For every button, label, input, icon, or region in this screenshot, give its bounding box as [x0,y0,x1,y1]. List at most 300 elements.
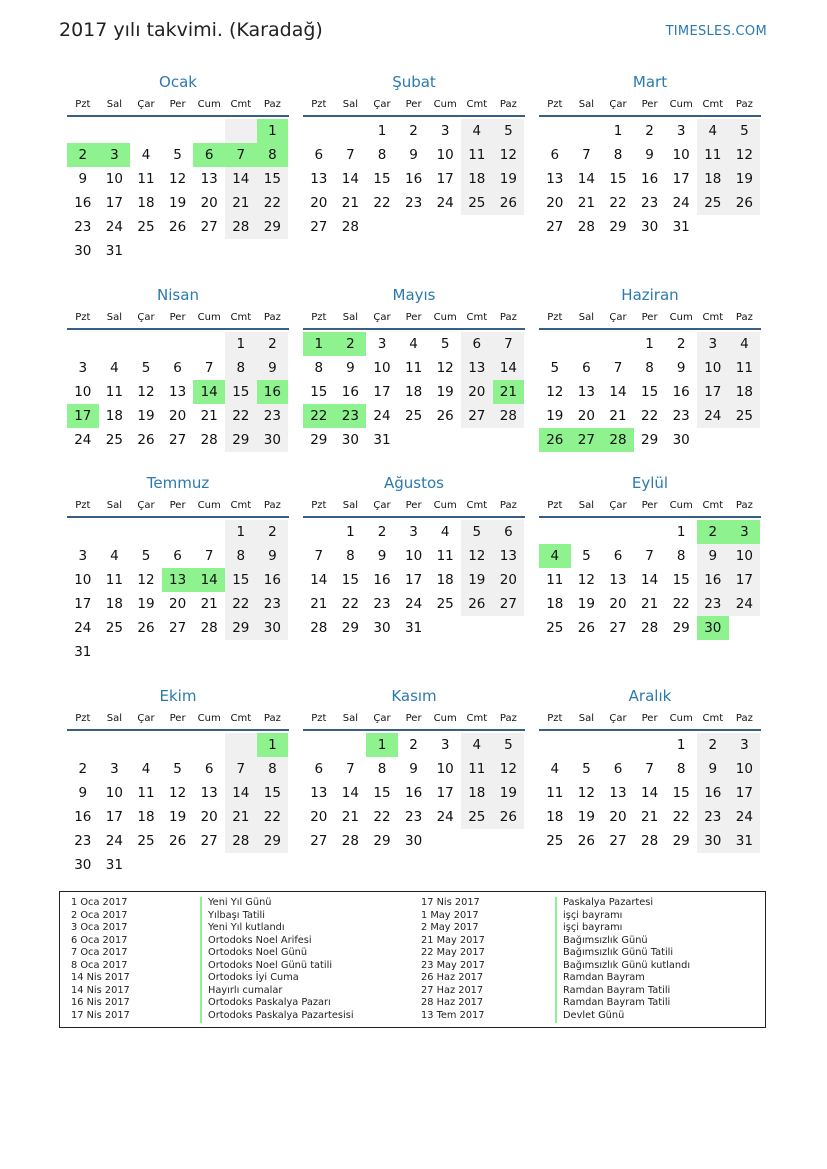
holiday-day-cell: 2 [67,143,99,167]
day-cell: 7 [225,757,257,781]
day-cell: 13 [546,171,564,187]
legend-date: 13 Tem 2017 [421,1009,485,1021]
weekday-header: Paz [263,500,281,511]
day-cell: 23 [405,809,423,825]
day-cell: 25 [436,596,454,612]
day-cell: 12 [169,171,187,187]
day-cell: 3 [440,737,450,753]
legend-name: Yeni Yıl kutlandı [208,922,285,933]
day-cell: 8 [257,757,289,781]
day-cell: 27 [493,592,525,616]
day-cell: 21 [225,805,257,829]
holiday-day-cell: 22 [303,404,335,428]
day-cell: 9 [257,356,289,380]
legend-date: 8 Oca 2017 [71,959,128,971]
day-cell: 26 [137,620,155,636]
day-cell: 31 [105,857,123,873]
day-cell: 22 [373,195,391,211]
day-cell: 14 [225,167,257,191]
day-cell: 17 [729,781,761,805]
weekday-header: Cmt [230,713,252,724]
day-cell: 14 [641,572,659,588]
day-cell: 20 [546,195,564,211]
day-cell: 31 [74,644,92,660]
day-cell: 29 [225,428,257,452]
day-cell: 5 [493,733,525,757]
legend-left-divider [200,897,202,1023]
day-cell: 15 [257,781,289,805]
day-cell: 24 [729,805,761,829]
day-cell: 18 [137,809,155,825]
day-cell: 24 [105,219,123,235]
day-cell: 30 [257,616,289,640]
day-cell: 13 [493,544,525,568]
legend-name: Ortodoks Paskalya Pazarı [208,997,331,1008]
month-name: Aralık [628,687,672,705]
day-cell: 19 [137,596,155,612]
day-cell: 16 [74,195,92,211]
weekday-header: Çar [609,99,627,110]
day-cell: 20 [577,408,595,424]
day-cell: 30 [697,829,729,853]
day-cell: 1 [613,123,623,139]
day-cell: 13 [609,785,627,801]
weekday-header: Çar [137,713,155,724]
day-cell: 18 [436,572,454,588]
day-cell: 24 [729,592,761,616]
day-cell: 21 [641,596,659,612]
weekday-header: Paz [499,312,517,323]
day-cell: 26 [577,620,595,636]
weekday-header: Per [641,312,658,323]
day-cell: 1 [225,332,257,356]
day-cell: 22 [257,191,289,215]
day-cell: 8 [377,147,387,163]
day-cell: 3 [78,548,88,564]
day-cell: 9 [697,757,729,781]
legend-name: Ramdan Bayram [563,972,645,983]
day-cell: 5 [493,119,525,143]
day-cell: 15 [641,384,659,400]
day-cell: 17 [74,596,92,612]
weekday-header: Per [169,500,186,511]
month-header-rule [67,729,289,731]
holiday-day-cell: 17 [67,404,99,428]
day-cell: 26 [493,191,525,215]
day-cell: 17 [105,195,123,211]
legend-date: 17 Nis 2017 [421,897,480,908]
day-cell: 2 [409,123,418,139]
day-cell: 26 [137,432,155,448]
day-cell: 14 [341,785,359,801]
day-cell: 20 [200,809,218,825]
holiday-day-cell: 26 [539,428,571,452]
page-title: 2017 yılı takvimi. (Karadağ) [59,19,323,41]
day-cell: 13 [200,171,218,187]
day-cell: 11 [105,384,123,400]
weekday-header: Sal [106,713,123,724]
legend-date: 14 Nis 2017 [71,972,130,983]
day-cell: 25 [546,620,564,636]
weekday-header: Cum [433,99,457,110]
holiday-day-cell: 2 [697,520,729,544]
day-cell: 15 [373,171,391,187]
day-cell: 5 [173,761,182,777]
day-cell: 13 [169,384,187,400]
day-cell: 21 [200,596,218,612]
day-cell: 22 [609,195,627,211]
holiday-day-cell: 3 [99,143,131,167]
legend-name: Ramdan Bayram Tatili [563,984,671,996]
weekday-header: Paz [499,500,517,511]
weekday-header: Sal [342,500,359,511]
day-cell: 19 [169,809,187,825]
weekday-header: Çar [609,500,627,511]
day-cell: 9 [409,147,418,163]
weekday-header: Pzt [75,713,91,724]
month-name: Mart [632,73,668,91]
day-cell: 15 [257,167,289,191]
day-cell: 17 [373,384,391,400]
day-cell: 16 [697,781,729,805]
month-header-rule [539,328,761,330]
day-cell: 25 [105,432,123,448]
day-cell: 23 [697,805,729,829]
day-cell: 27 [169,432,187,448]
day-cell: 5 [582,548,591,564]
holiday-day-cell: 1 [366,733,398,757]
day-cell: 8 [314,360,324,376]
day-cell: 7 [204,360,214,376]
day-cell: 5 [550,360,560,376]
day-cell: 28 [200,620,218,636]
weekday-header: Cum [433,713,457,724]
weekday-header: Pzt [547,312,563,323]
month-name: Eylül [631,474,669,492]
weekday-header: Cum [669,713,693,724]
day-cell: 11 [461,757,493,781]
weekday-header: Sal [578,99,595,110]
day-cell: 4 [461,733,493,757]
day-cell: 2 [257,520,289,544]
day-cell: 12 [577,572,595,588]
day-cell: 16 [641,171,659,187]
month-name: Ağustos [384,474,444,492]
day-cell: 22 [341,596,359,612]
weekday-header: Pzt [75,99,91,110]
month-name: Nisan [157,286,199,304]
day-cell: 17 [436,785,454,801]
day-cell: 22 [225,592,257,616]
weekday-header: Cmt [466,99,488,110]
day-cell: 25 [546,833,564,849]
month-header-rule [539,115,761,117]
weekday-header: Çar [609,713,627,724]
day-cell: 7 [613,360,623,376]
weekday-header: Cmt [230,312,252,323]
holiday-day-cell: 13 [162,568,194,592]
day-cell: 13 [200,785,218,801]
day-cell: 4 [409,336,418,352]
day-cell: 24 [74,432,92,448]
day-cell: 22 [672,809,690,825]
day-cell: 7 [645,761,654,777]
legend-date: 3 Oca 2017 [71,922,128,933]
day-cell: 24 [405,596,423,612]
day-cell: 30 [373,620,391,636]
legend-name: Devlet Günü [563,1009,625,1021]
legend-date: 26 Haz 2017 [421,972,484,983]
day-cell: 9 [78,171,88,187]
day-cell: 10 [436,147,454,163]
holiday-day-cell: 4 [539,544,571,568]
month-name: Mayıs [392,286,436,304]
day-cell: 8 [676,761,686,777]
legend-date: 16 Nis 2017 [71,997,130,1008]
day-cell: 17 [672,171,690,187]
month-name: Ocak [159,73,197,91]
day-cell: 7 [582,147,591,163]
day-cell: 20 [310,195,328,211]
day-cell: 29 [672,833,690,849]
day-cell: 29 [373,833,391,849]
day-cell: 16 [373,572,391,588]
holiday-day-cell: 3 [729,520,761,544]
day-cell: 14 [225,781,257,805]
holiday-day-cell: 1 [303,332,335,356]
weekday-header: Cmt [466,312,488,323]
day-cell: 31 [373,432,391,448]
day-cell: 2 [377,524,387,540]
day-cell: 7 [346,147,355,163]
holiday-day-cell: 30 [697,616,729,640]
weekday-header: Çar [137,312,155,323]
day-cell: 27 [310,219,328,235]
day-cell: 19 [436,384,454,400]
weekday-header: Per [641,713,658,724]
day-cell: 21 [341,195,359,211]
day-cell: 6 [582,360,591,376]
day-cell: 16 [672,384,690,400]
day-cell: 18 [105,408,123,424]
legend-date: 2 May 2017 [421,922,479,933]
day-cell: 19 [729,167,761,191]
day-cell: 25 [461,805,493,829]
day-cell: 25 [405,408,423,424]
day-cell: 8 [676,548,686,564]
day-cell: 31 [105,243,123,259]
month-header-rule [303,516,525,518]
weekday-header: Çar [609,312,627,323]
day-cell: 17 [405,572,423,588]
day-cell: 14 [341,171,359,187]
day-cell: 12 [729,143,761,167]
day-cell: 8 [225,356,257,380]
month-header-rule [539,729,761,731]
day-cell: 28 [641,620,659,636]
day-cell: 2 [78,761,88,777]
weekday-header: Cmt [702,500,724,511]
day-cell: 19 [546,408,564,424]
legend-date: 27 Haz 2017 [421,984,484,996]
holiday-day-cell: 8 [257,143,289,167]
day-cell: 17 [105,809,123,825]
day-cell: 6 [173,360,182,376]
holiday-day-cell: 14 [193,380,225,404]
day-cell: 28 [341,219,359,235]
day-cell: 5 [141,360,151,376]
day-cell: 4 [461,119,493,143]
day-cell: 24 [105,833,123,849]
weekday-header: Per [641,500,658,511]
day-cell: 3 [676,123,686,139]
weekday-header: Cmt [702,713,724,724]
day-cell: 23 [405,195,423,211]
day-cell: 3 [440,123,450,139]
legend-name: Ramdan Bayram Tatili [563,997,671,1008]
day-cell: 6 [314,147,324,163]
day-cell: 19 [169,195,187,211]
day-cell: 28 [341,833,359,849]
day-cell: 18 [461,781,493,805]
holiday-day-cell: 28 [602,428,634,452]
holiday-day-cell: 1 [257,119,289,143]
day-cell: 20 [310,809,328,825]
day-cell: 3 [78,360,88,376]
weekday-header: Pzt [547,99,563,110]
day-cell: 19 [461,568,493,592]
weekday-header: Sal [342,713,359,724]
day-cell: 20 [461,380,493,404]
day-cell: 29 [257,215,289,239]
day-cell: 12 [436,360,454,376]
day-cell: 28 [641,833,659,849]
day-cell: 31 [672,219,690,235]
legend-date: 1 Oca 2017 [71,897,128,908]
day-cell: 2 [257,332,289,356]
day-cell: 20 [169,408,187,424]
day-cell: 20 [609,809,627,825]
day-cell: 2 [645,123,654,139]
day-cell: 9 [377,548,387,564]
day-cell: 12 [577,785,595,801]
weekday-header: Pzt [311,99,327,110]
day-cell: 12 [169,785,187,801]
legend-left-dates [71,897,130,1022]
day-cell: 18 [546,809,564,825]
day-cell: 18 [729,380,761,404]
day-cell: 10 [697,356,729,380]
legend-date: 6 Oca 2017 [71,934,128,946]
weekday-header: Çar [373,500,391,511]
month-header-rule [303,328,525,330]
day-cell: 18 [405,384,423,400]
day-cell: 14 [577,171,595,187]
day-cell: 16 [74,809,92,825]
day-cell: 14 [310,572,328,588]
month-header-rule [303,729,525,731]
day-cell: 24 [373,408,391,424]
day-cell: 21 [641,809,659,825]
day-cell: 1 [346,524,355,540]
day-cell: 30 [74,857,92,873]
day-cell: 23 [697,592,729,616]
legend-date: 7 Oca 2017 [71,947,128,958]
legend-date: 2 Oca 2017 [71,909,128,921]
day-cell: 26 [169,219,187,235]
day-cell: 6 [314,761,324,777]
day-cell: 26 [169,833,187,849]
holiday-day-cell: 14 [193,568,225,592]
day-cell: 24 [74,620,92,636]
weekday-header: Sal [106,312,123,323]
day-cell: 9 [78,785,88,801]
day-cell: 27 [609,833,627,849]
weekday-header: Paz [499,99,517,110]
weekday-header: Çar [373,99,391,110]
legend-name: Yılbaşı Tatili [208,909,265,921]
day-cell: 5 [440,336,450,352]
weekday-header: Çar [137,99,155,110]
day-cell: 1 [676,737,686,753]
day-cell: 27 [461,404,493,428]
day-cell: 15 [225,380,257,404]
day-cell: 24 [436,809,454,825]
holiday-day-cell: 23 [335,404,367,428]
day-cell: 9 [645,147,654,163]
day-cell: 21 [200,408,218,424]
day-cell: 29 [225,616,257,640]
day-cell: 18 [546,596,564,612]
weekday-header: Cmt [230,500,252,511]
day-cell: 23 [257,404,289,428]
legend-name: Ortodoks Noel Arifesi [208,934,312,946]
day-cell: 12 [493,143,525,167]
site-name[interactable]: TIMESLES.COM [665,24,767,39]
day-cell: 4 [141,761,151,777]
weekday-header: Per [405,713,422,724]
month-header-rule [67,516,289,518]
month-name: Şubat [392,73,436,91]
weekday-header: Paz [263,713,281,724]
weekday-header: Pzt [547,713,563,724]
day-cell: 15 [672,785,690,801]
legend-name: Ortodoks Noel Günü [208,947,308,958]
day-cell: 5 [729,119,761,143]
day-cell: 13 [577,384,595,400]
day-cell: 30 [257,428,289,452]
month-header-rule [67,115,289,117]
day-cell: 9 [676,360,686,376]
day-cell: 8 [346,548,355,564]
day-cell: 4 [550,761,560,777]
month-name: Haziran [621,286,679,304]
weekday-header: Per [641,99,658,110]
day-cell: 16 [405,785,423,801]
weekday-header: Sal [106,99,123,110]
holiday-day-cell: 7 [225,143,257,167]
legend-date: 1 May 2017 [421,909,479,921]
day-cell: 26 [577,833,595,849]
day-cell: 31 [729,829,761,853]
day-cell: 5 [582,761,591,777]
day-cell: 19 [137,408,155,424]
weekday-header: Per [405,500,422,511]
day-cell: 20 [169,596,187,612]
day-cell: 10 [436,761,454,777]
day-cell: 4 [697,119,729,143]
day-cell: 23 [672,408,690,424]
